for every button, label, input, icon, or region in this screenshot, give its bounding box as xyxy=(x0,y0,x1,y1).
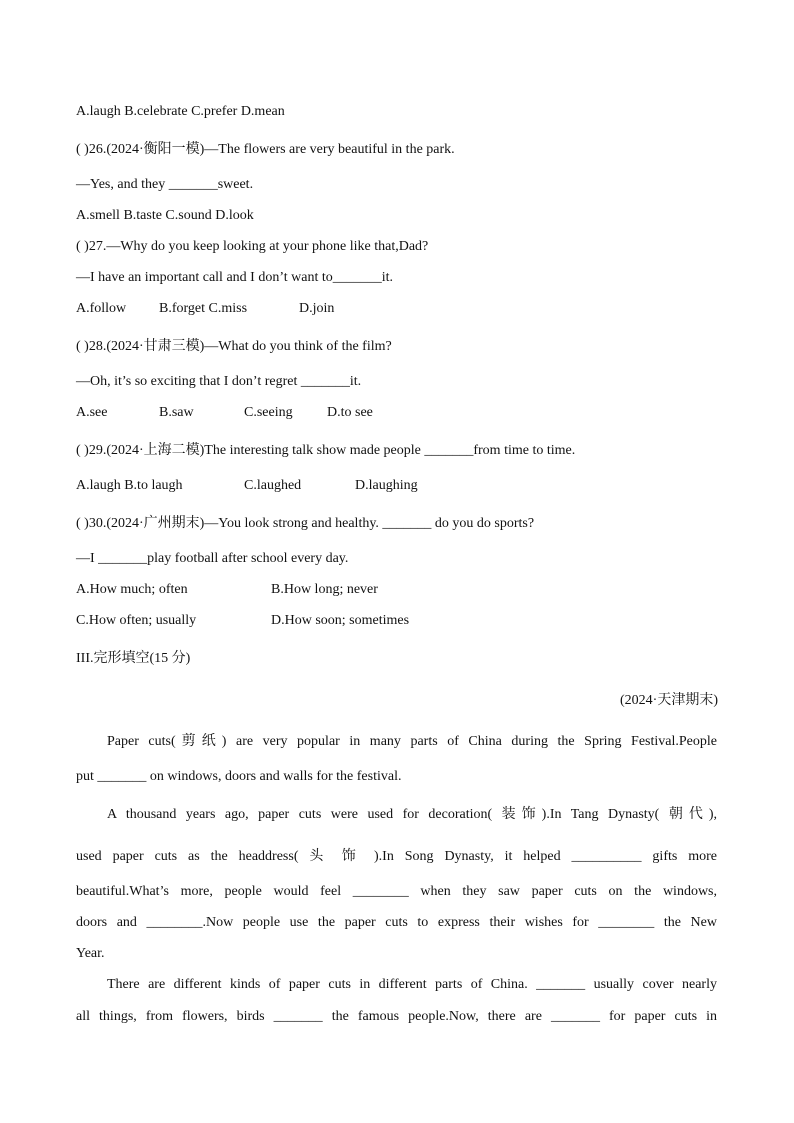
question-25-options: A.laugh B.celebrate C.prefer D.mean xyxy=(76,104,285,119)
passage-line: used paper cuts as the headdress( 头 饰 ).In Song Dynasty, it helped __________ gifts more xyxy=(76,849,717,864)
question-28-stem: ( )28.(2024·甘肃三模)—What do you think of the film? xyxy=(76,339,392,354)
option-c: C.laughed xyxy=(244,478,302,493)
option-b: B.How long; never xyxy=(271,582,378,597)
option-d: D.laughing xyxy=(355,478,418,493)
passage-source: (2024·天津期末) xyxy=(620,693,718,708)
question-27-reply: —I have an important call and I don’t want to_______it. xyxy=(76,270,394,285)
passage-line: A thousand years ago, paper cuts were used for decoration( 装饰).In Tang Dynasty( 朝代), xyxy=(107,807,717,822)
question-27-options xyxy=(76,300,334,318)
option-c: C.seeing xyxy=(244,405,293,420)
option-b-c: B.forget C.miss xyxy=(159,301,248,316)
option-b: B.saw xyxy=(159,405,194,420)
option-a: A.How much; often xyxy=(76,582,188,597)
section-heading: III.完形填空(15 分) xyxy=(76,651,191,666)
passage-line: put _______ on windows, doors and walls for the festival. xyxy=(76,769,402,784)
question-29-stem: ( )29.(2024·上海二模)The interesting talk show made people _______from time to time. xyxy=(76,443,576,458)
option-a: A.follow xyxy=(76,301,127,316)
option-d: D.to see xyxy=(327,405,373,420)
question-26-options: A.smell B.taste C.sound D.look xyxy=(76,208,254,223)
question-30-reply: —I _______play football after school every day. xyxy=(76,551,349,566)
question-29-options xyxy=(76,477,418,495)
passage-line: Year. xyxy=(76,946,105,961)
question-28-options xyxy=(76,404,373,422)
passage-line: beautiful.What’s more, people would feel ________ when they saw paper cuts on the windows, xyxy=(76,884,717,899)
question-30-stem: ( )30.(2024·广州期末)—You look strong and healthy. _______ do you do sports? xyxy=(76,516,535,531)
option-a: A.see xyxy=(76,405,108,420)
question-27-stem: ( )27.—Why do you keep looking at your phone like that,Dad? xyxy=(76,239,429,254)
option-d: D.How soon; sometimes xyxy=(271,613,410,628)
question-26-reply: —Yes, and they _______sweet. xyxy=(76,177,254,192)
option-d: D.join xyxy=(299,301,335,316)
question-26-stem: ( )26.(2024·衡阳一模)—The flowers are very beautiful in the park. xyxy=(76,142,455,157)
question-30-options-row-1 xyxy=(76,581,378,599)
passage-line: Paper cuts(剪纸) are very popular in many parts of China during the Spring Festival.People xyxy=(107,734,717,749)
passage-line: doors and ________.Now people use the paper cuts to express their wishes for ________ the New xyxy=(76,915,717,930)
question-28-reply: —Oh, it’s so exciting that I don’t regret _______it. xyxy=(76,374,362,389)
passage-line: all things, from flowers, birds _______ the famous people.Now, there are _______ for paper cuts in xyxy=(76,1009,717,1024)
question-30-options-row-2 xyxy=(76,612,409,630)
option-a-b: A.laugh B.to laugh xyxy=(76,478,183,493)
option-c: C.How often; usually xyxy=(76,613,197,628)
passage-line: There are different kinds of paper cuts in different parts of China. _______ usually cover nearly xyxy=(107,977,717,992)
